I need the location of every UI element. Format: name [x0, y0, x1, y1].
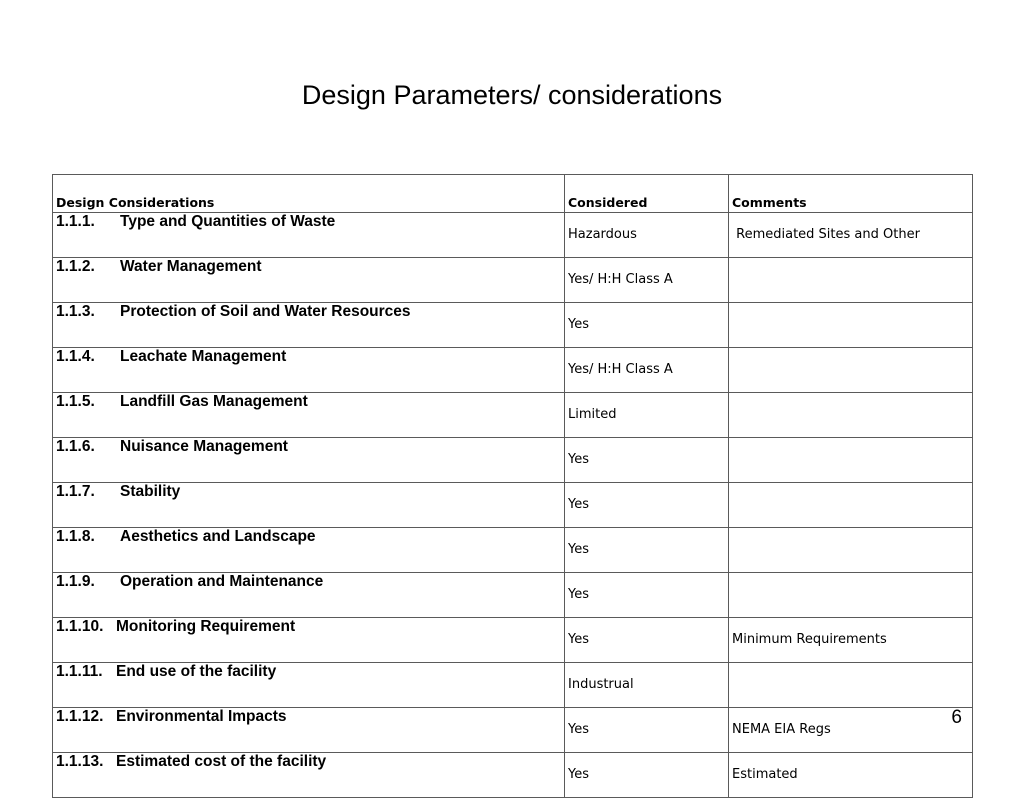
consideration-cell [53, 303, 565, 348]
table-row [53, 573, 973, 618]
consideration-cell [53, 708, 565, 753]
comments-cell: Remediated Sites and Other [729, 213, 973, 258]
table-row [53, 438, 973, 483]
item-number: 1.1.4. [56, 348, 95, 365]
item-number: 1.1.8. [56, 528, 95, 545]
item-number: 1.1.1. [56, 213, 95, 230]
table-row [53, 258, 973, 303]
comments-cell: Estimated [729, 753, 973, 798]
comments-cell [729, 438, 973, 483]
item-label: Water Management [120, 258, 262, 275]
page-number: 6 [951, 707, 962, 728]
considered-cell: Yes [565, 483, 729, 528]
item-number: 1.1.6. [56, 438, 95, 455]
table-header-row [53, 175, 973, 213]
consideration-cell [53, 753, 565, 798]
considered-cell: Yes [565, 438, 729, 483]
slide-title: Design Parameters/ considerations [301, 80, 723, 110]
considered-cell: Industrual [565, 663, 729, 708]
item-label: Type and Quantities of Waste [120, 213, 336, 230]
table-row [53, 663, 973, 708]
header-design-considerations: Design Considerations [53, 175, 565, 213]
considered-cell: Yes [565, 753, 729, 798]
considered-cell: Yes/ H:H Class A [565, 348, 729, 393]
design-considerations-table [52, 174, 973, 798]
comments-cell [729, 348, 973, 393]
item-label: Estimated cost of the facility [116, 753, 327, 770]
considered-cell: Yes [565, 708, 729, 753]
item-label: Environmental Impacts [116, 708, 287, 725]
item-number: 1.1.12. [56, 708, 104, 725]
considered-cell: Yes [565, 303, 729, 348]
consideration-cell [53, 393, 565, 438]
comments-cell [729, 483, 973, 528]
item-label: Nuisance Management [120, 438, 288, 455]
header-considered: Considered [565, 175, 729, 213]
table-row [53, 618, 973, 663]
comments-cell [729, 258, 973, 303]
item-number: 1.1.13. [56, 753, 104, 770]
consideration-cell [53, 483, 565, 528]
item-number: 1.1.11. [56, 663, 103, 680]
consideration-cell [53, 528, 565, 573]
comments-cell [729, 303, 973, 348]
consideration-cell [53, 348, 565, 393]
comments-cell: NEMA EIA Regs [729, 708, 973, 753]
item-label: Aesthetics and Landscape [120, 528, 316, 545]
item-label: Landfill Gas Management [120, 393, 308, 410]
comments-cell [729, 663, 973, 708]
considered-cell: Limited [565, 393, 729, 438]
item-label: Operation and Maintenance [120, 573, 324, 590]
table-row [53, 483, 973, 528]
item-label: Stability [120, 483, 181, 500]
considered-cell: Yes [565, 528, 729, 573]
table-body [53, 213, 973, 798]
considered-cell: Hazardous [565, 213, 729, 258]
item-label: Protection of Soil and Water Resources [120, 303, 411, 320]
table-row [53, 708, 973, 753]
considered-cell: Yes [565, 618, 729, 663]
item-number: 1.1.10. [56, 618, 104, 635]
comments-cell [729, 573, 973, 618]
item-number: 1.1.7. [56, 483, 95, 500]
table-row [53, 753, 973, 798]
consideration-cell [53, 258, 565, 303]
item-label: Monitoring Requirement [116, 618, 296, 635]
considered-cell: Yes [565, 573, 729, 618]
considered-cell: Yes/ H:H Class A [565, 258, 729, 303]
table-row [53, 393, 973, 438]
table-row [53, 528, 973, 573]
consideration-cell [53, 213, 565, 258]
item-label: End use of the facility [116, 663, 277, 680]
item-number: 1.1.2. [56, 258, 95, 275]
table-row [53, 348, 973, 393]
consideration-cell [53, 663, 565, 708]
comments-cell [729, 528, 973, 573]
table-row [53, 303, 973, 348]
item-number: 1.1.9. [56, 573, 95, 590]
consideration-cell [53, 618, 565, 663]
consideration-cell [53, 573, 565, 618]
table-row [53, 213, 973, 258]
consideration-cell [53, 438, 565, 483]
item-label: Leachate Management [120, 348, 287, 365]
item-number: 1.1.5. [56, 393, 95, 410]
comments-cell [729, 393, 973, 438]
item-number: 1.1.3. [56, 303, 95, 320]
header-comments: Comments [729, 175, 973, 213]
comments-cell: Minimum Requirements [729, 618, 973, 663]
